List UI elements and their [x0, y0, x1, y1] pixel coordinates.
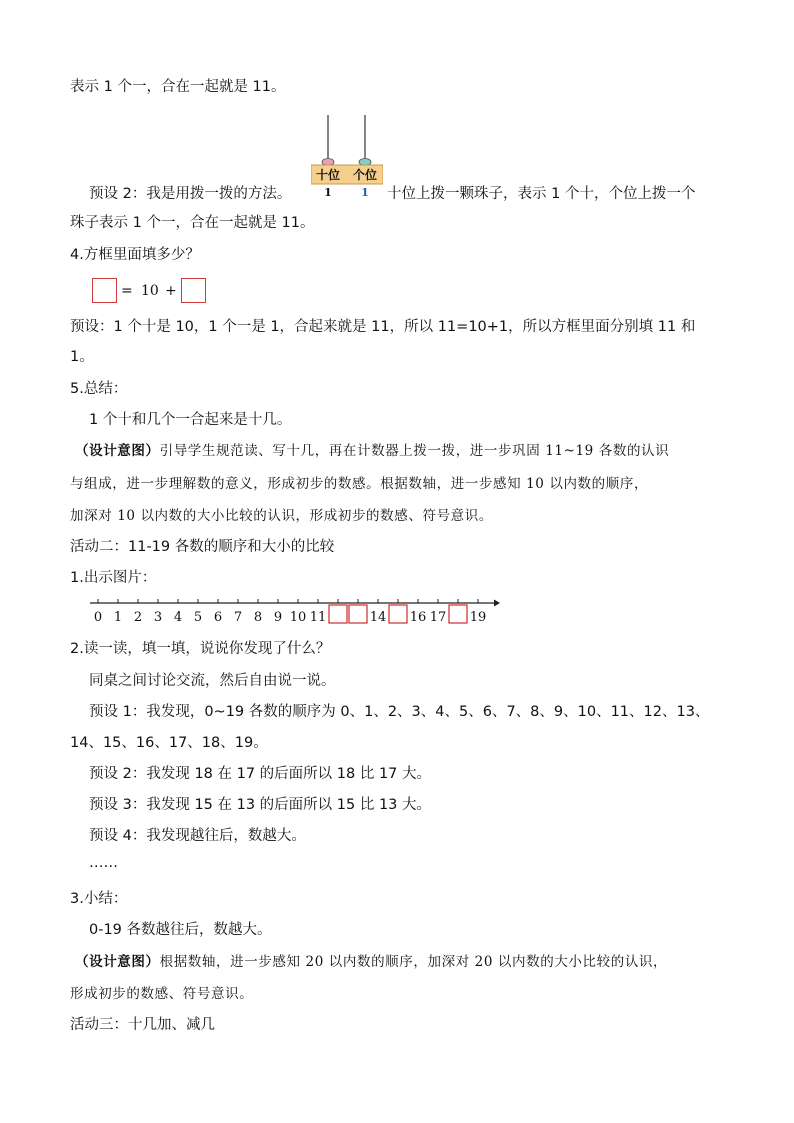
number-line-blank-box: [349, 605, 367, 623]
text-line: 1。: [70, 349, 94, 365]
section-heading: 4.方框里面填多少？: [70, 247, 200, 263]
number-line-label: 1: [113, 610, 123, 625]
number-line-label: 14: [369, 610, 387, 625]
design-intent-text: 引导学生规范读、写十几，再在计数器上拨一拨，进一步巩固 11~19 各数的认识: [159, 443, 670, 459]
tens-value: 1: [324, 186, 332, 199]
number-line-label: 0: [93, 610, 103, 625]
text-line: 14、15、16、17、18、19。: [70, 735, 268, 751]
number-line-label: 11: [309, 610, 327, 625]
number-line-blank-box: [389, 605, 407, 623]
plus-sign: +: [165, 283, 177, 299]
number-line-label: 8: [253, 610, 263, 625]
text-line: 1 个十和几个一合起来是十几。: [89, 412, 292, 428]
answer-box: [92, 278, 117, 303]
number-line-label: 9: [273, 610, 283, 625]
number-line-arrow: [494, 600, 500, 607]
text-line: 预设 1：我发现，0~19 各数的顺序为 0、1、2、3、4、5、6、7、8、9、10、11、12、13、: [89, 704, 710, 720]
number-line-label: 4: [173, 610, 183, 625]
number-line-label: 16: [409, 610, 427, 625]
design-intent-line: 形成初步的数感、符号意识。: [70, 986, 254, 1002]
section-heading: 活动三：十几加、减几: [70, 1017, 215, 1033]
text-line: 2.读一读，填一填，说说你发现了什么？: [70, 641, 331, 657]
design-intent-line: [75, 441, 669, 461]
text-line: 0-19 各数越往后，数越大。: [89, 922, 272, 938]
text-line: 十位上拨一颗珠子，表示 1 个十，个位上拨一个: [387, 186, 696, 202]
text-line: 珠子表示 1 个一，合在一起就是 11。: [70, 215, 315, 231]
text-line: 表示 1 个一，合在一起就是 11。: [70, 79, 286, 95]
abacus-illustration: [311, 115, 383, 199]
text-line: 预设 4：我发现越往后，数越大。: [89, 828, 306, 844]
number-line-label: 6: [213, 610, 223, 625]
section-heading: 5.总结：: [70, 381, 128, 397]
ones-value: 1: [361, 186, 369, 199]
answer-box: [181, 278, 206, 303]
number-line: [90, 595, 500, 629]
design-intent-line: 加深对 10 以内数的大小比较的认识，形成初步的数感、符号意识。: [70, 508, 493, 524]
equals-sign: =: [121, 283, 133, 299]
number-line-label: 5: [193, 610, 203, 625]
number-line-label: 2: [133, 610, 143, 625]
number-line-label: 17: [429, 610, 447, 625]
number-line-label: 7: [233, 610, 243, 625]
text-line: 1.出示图片：: [70, 570, 157, 586]
section-heading: 3.小结：: [70, 891, 128, 907]
equation-number: 10: [141, 283, 159, 299]
text-line: 预设：1 个十是 10，1 个一是 1，合起来就是 11，所以 11=10+1，所以方框里面分别填 11 和: [70, 319, 696, 335]
ellipsis: ……: [89, 855, 118, 871]
ones-label: 个位: [352, 168, 378, 182]
number-line-label: 19: [469, 610, 487, 625]
tens-bead: [322, 159, 334, 166]
section-heading: 活动二：11-19 各数的顺序和大小的比较: [70, 539, 335, 555]
design-intent-line: 与组成，进一步理解数的意义，形成初步的数感。根据数轴，进一步感知 10 以内数的顺序，: [70, 476, 649, 492]
design-intent-line: [75, 952, 667, 972]
number-line-blank-box: [449, 605, 467, 623]
tens-label: 十位: [315, 168, 341, 182]
number-line-blank-box: [329, 605, 347, 623]
design-intent-label: （设计意图）: [75, 443, 160, 459]
design-intent-label: （设计意图）: [75, 954, 160, 970]
design-intent-text: 根据数轴，进一步感知 20 以内数的顺序，加深对 20 以内数的大小比较的认识，: [159, 954, 668, 970]
text-line: 预设 3：我发现 15 在 13 的后面所以 15 比 13 大。: [89, 797, 432, 813]
text-line: 预设 2：我是用拨一拨的方法。: [89, 186, 292, 202]
number-line-label: 3: [153, 610, 163, 625]
text-line: 同桌之间讨论交流，然后自由说一说。: [89, 673, 336, 689]
number-line-label: 10: [289, 610, 307, 625]
text-line: 预设 2：我发现 18 在 17 的后面所以 18 比 17 大。: [89, 766, 432, 782]
ones-bead: [359, 159, 371, 166]
